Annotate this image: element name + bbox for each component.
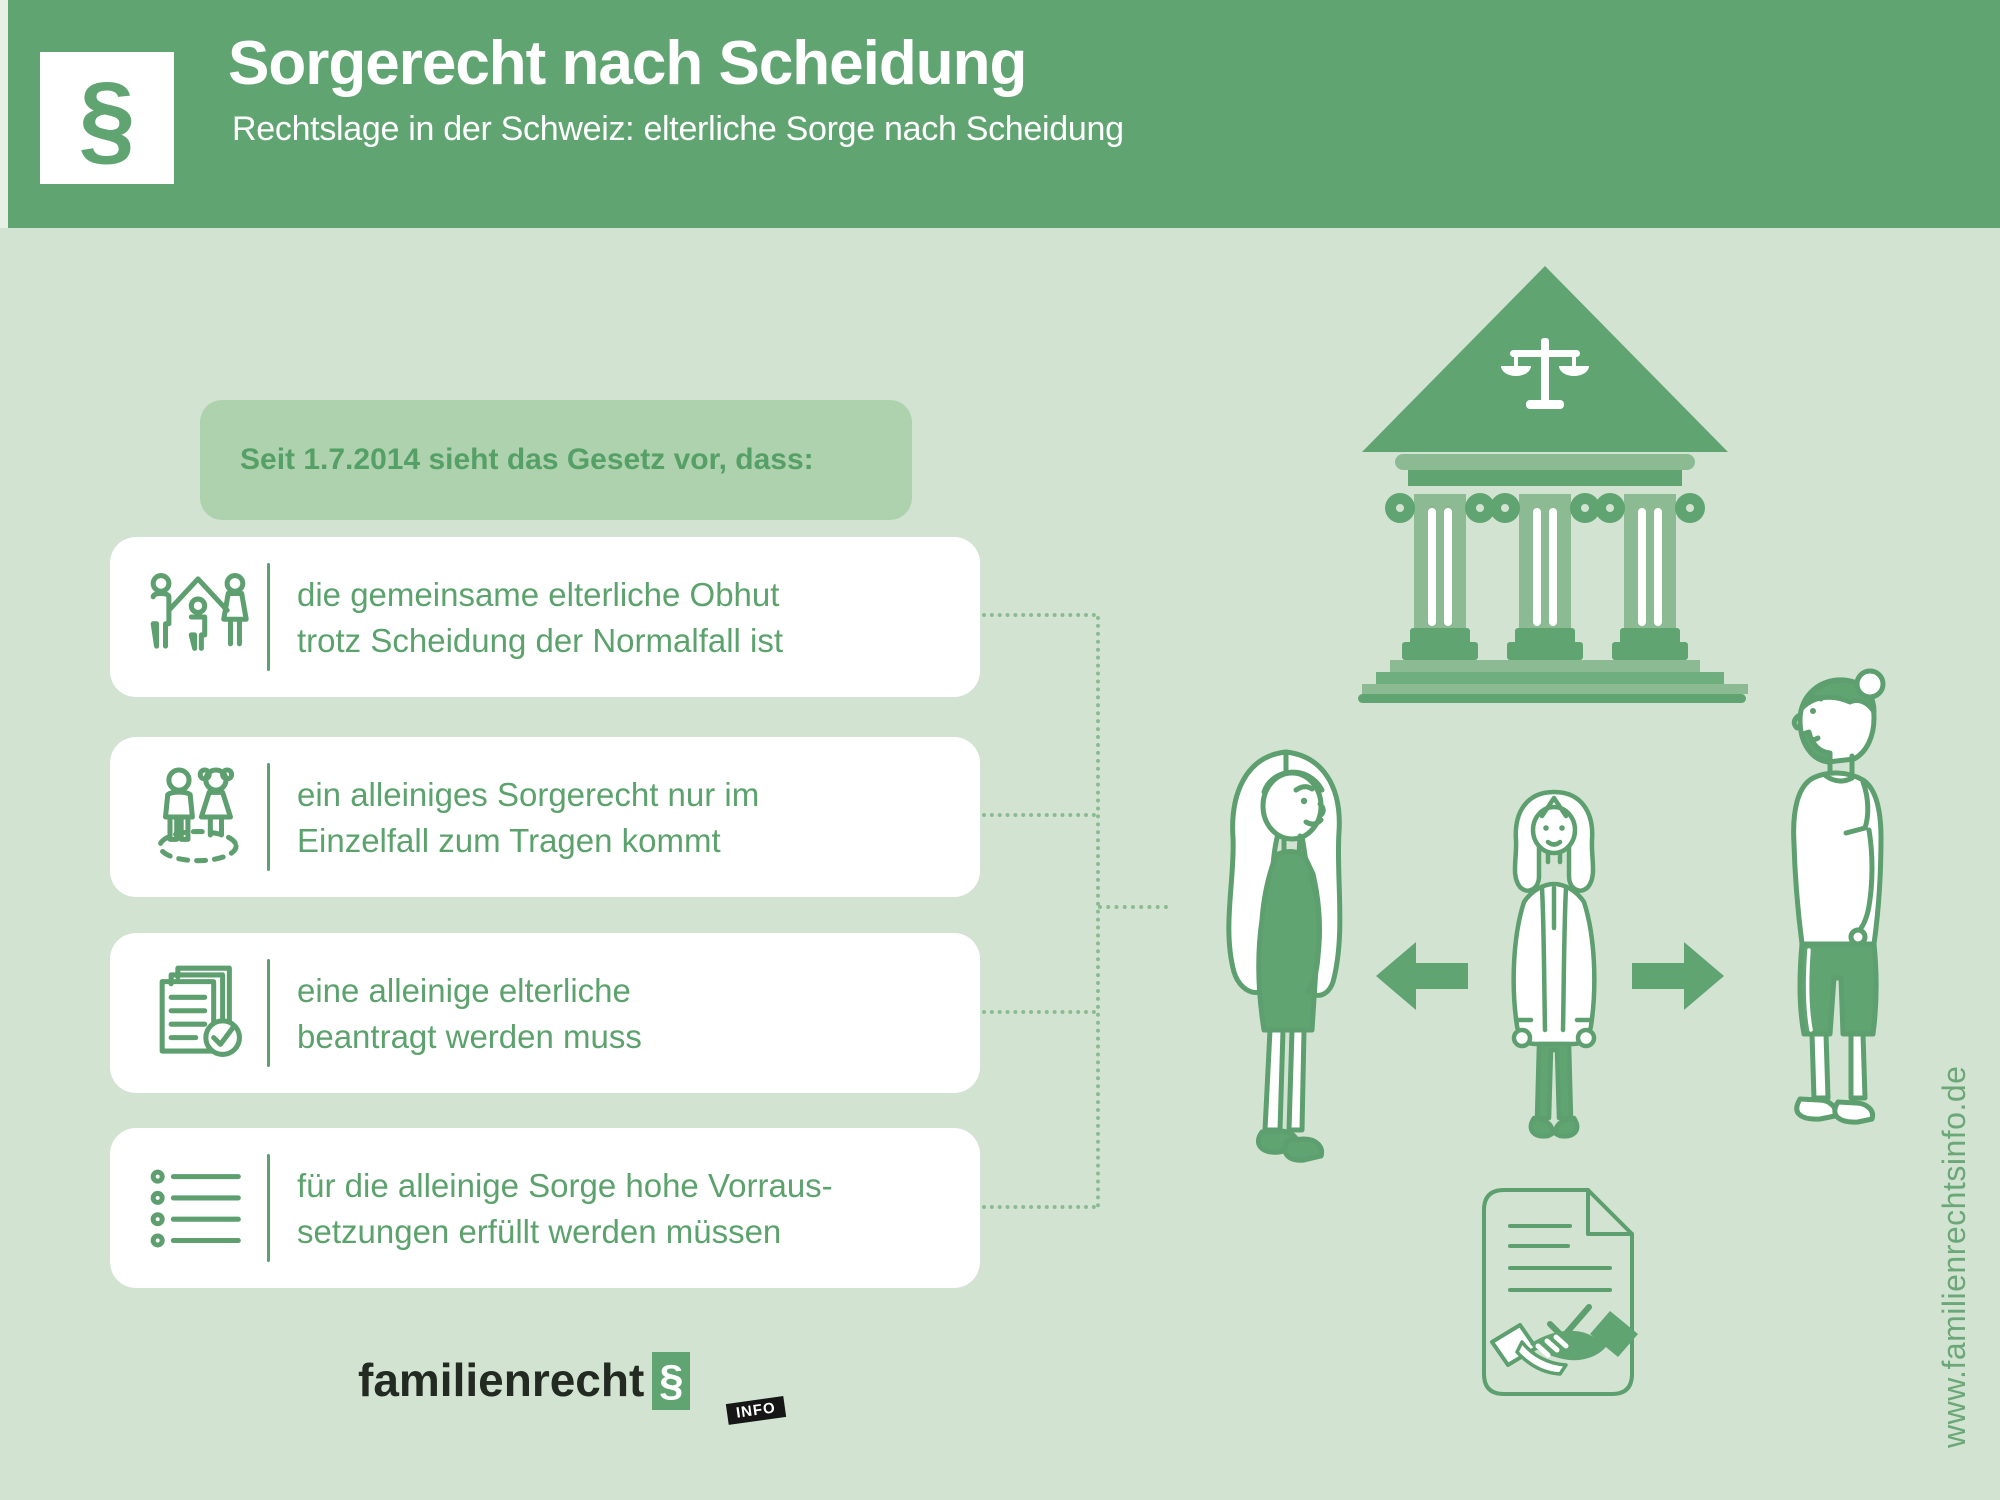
card-divider	[267, 563, 270, 671]
agreement-document-illustration	[1468, 1182, 1663, 1417]
documents-check-icon	[136, 933, 260, 1093]
paragraph-icon: §	[78, 61, 136, 175]
website-vertical-text: www.familienrechtsinfo.de	[1936, 1065, 1972, 1448]
family-under-roof-icon	[136, 537, 260, 697]
mother-illustration	[1200, 742, 1365, 1192]
card-text-line: Einzelfall zum Tragen kommt	[297, 821, 721, 859]
card-text-line: trotz Scheidung der Normalfall ist	[297, 621, 784, 659]
page-subtitle: Rechtslage in der Schweiz: elterliche Sorge nach Scheidung	[232, 110, 1124, 148]
checklist-icon	[136, 1128, 260, 1288]
logo	[358, 1350, 777, 1422]
courthouse-illustration	[1340, 250, 1760, 715]
card-joint-custody	[110, 537, 980, 697]
card-text-line: ein alleiniges Sorgerecht nur im	[297, 775, 760, 813]
card-divider	[267, 763, 270, 871]
page-title: Sorgerecht nach Scheidung	[228, 29, 1027, 98]
intro-label	[200, 400, 912, 520]
columns	[1385, 493, 1705, 660]
intro-label-text: Seit 1.7.2014 sieht das Gesetz vor, dass:	[240, 443, 814, 476]
connector-card2-dotted-line	[982, 813, 1096, 817]
logo-info-tag: INFO	[726, 1396, 786, 1425]
header	[8, 0, 2000, 228]
connector-card4-dotted-line	[982, 1205, 1096, 1209]
paragraph-badge	[40, 52, 174, 184]
arrow-left-icon	[1376, 942, 1468, 1015]
two-children-icon	[136, 737, 260, 897]
connector-child-dotted-line	[1098, 905, 1168, 909]
connector-card3-dotted-line	[982, 1010, 1096, 1014]
card-divider	[267, 1154, 270, 1262]
connector-card1-dotted-line	[982, 613, 1096, 617]
card-application-required	[110, 933, 980, 1093]
courthouse-steps	[1358, 660, 1748, 703]
handshake-icon	[1492, 1311, 1638, 1374]
card-text-line: für die alleinige Sorge hohe Vorraus-	[297, 1166, 833, 1204]
child-illustration	[1492, 786, 1617, 1176]
card-text-line: beantragt werden muss	[297, 1017, 642, 1055]
left-edge-strip	[0, 0, 8, 228]
card-sole-custody-exception	[110, 737, 980, 897]
card-text-line: setzungen erfüllt werden müssen	[297, 1212, 782, 1250]
logo-paragraph-icon: §	[652, 1352, 690, 1410]
arrow-right-icon	[1632, 942, 1724, 1015]
father-illustration	[1768, 658, 1913, 1143]
connector-vertical-dotted-line	[1096, 616, 1100, 1208]
card-high-requirements	[110, 1128, 980, 1288]
card-text-line: eine alleinige elterliche	[297, 971, 631, 1009]
logo-wordmark: familienrecht	[358, 1354, 645, 1406]
card-divider	[267, 959, 270, 1067]
card-text-line: die gemeinsame elterliche Obhut	[297, 575, 780, 613]
